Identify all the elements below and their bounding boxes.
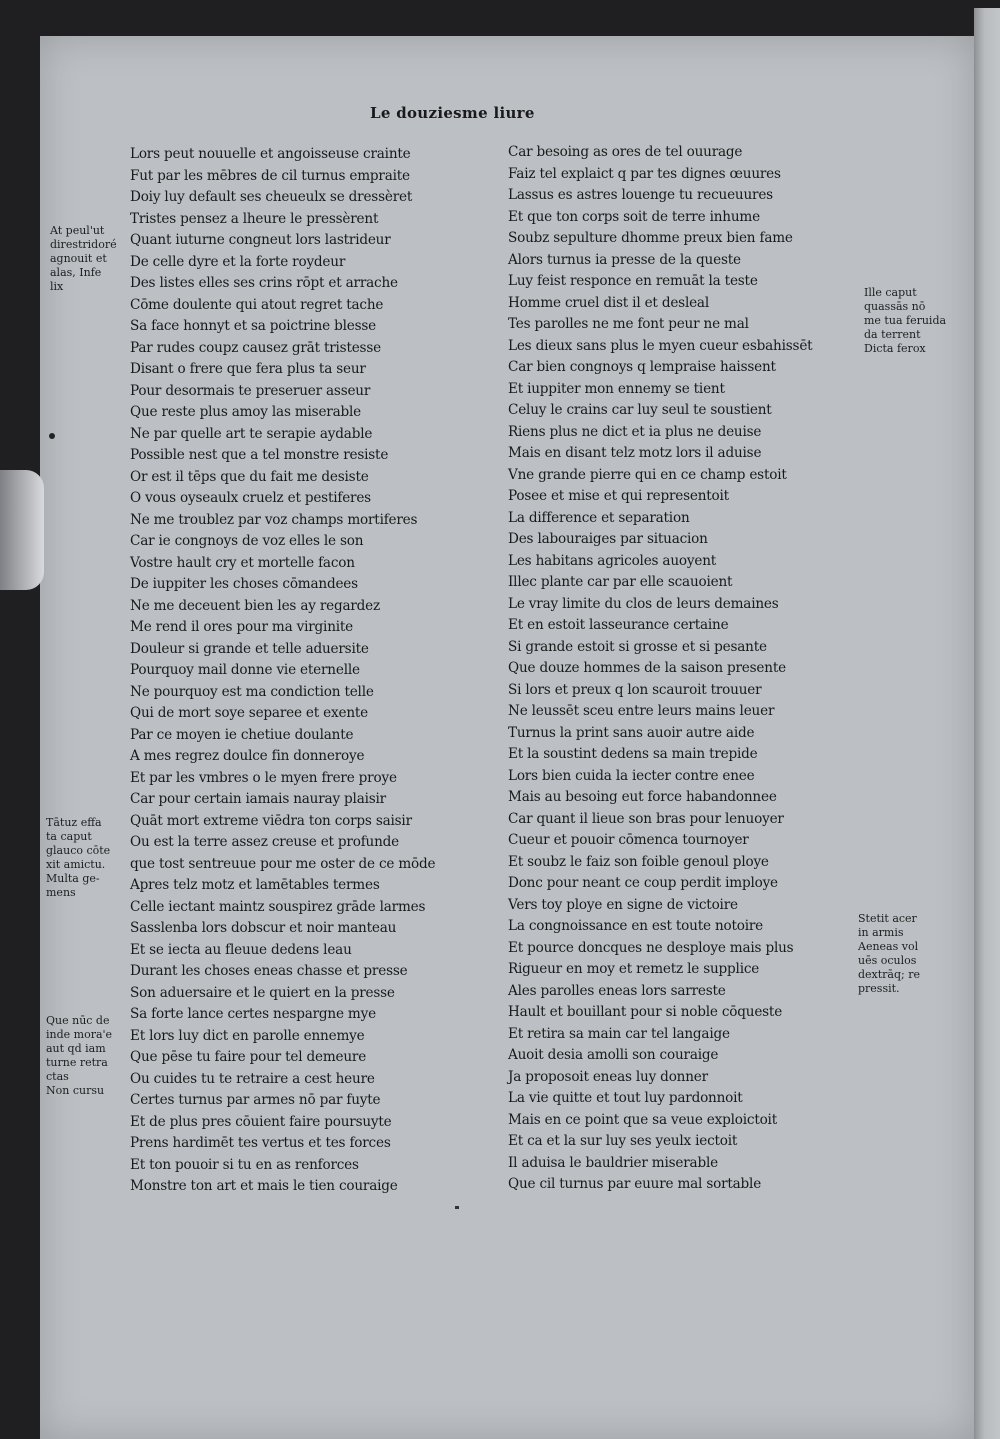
text-line: Soubz sepulture dhomme preux bien fame	[508, 230, 793, 246]
text-line: Car bien congnoys q lempraise haissent	[508, 359, 776, 375]
text-line: La vie quitte et tout luy pardonnoit	[508, 1090, 743, 1106]
text-line: Par rudes coupz causez grāt tristesse	[130, 339, 381, 356]
margin-note-line: Non cursu	[46, 1084, 105, 1097]
text-line: Vers toy ploye en signe de victoire	[508, 896, 738, 913]
text-line: De iuppiter les choses cōmandees	[130, 576, 358, 592]
text-line: A mes regrez doulce fin donneroye	[130, 748, 365, 764]
margin-note-line: Ille caput	[864, 286, 917, 299]
margin-note-line: mens	[46, 886, 76, 899]
text-line: Et retira sa main car tel langaige	[508, 1025, 730, 1042]
text-line: Que reste plus amoy las miserable	[130, 404, 361, 420]
text-line: Ja proposoit eneas luy donner	[508, 1068, 708, 1085]
text-line: Car besoing as ores de tel ouurage	[508, 144, 743, 160]
text-line: La congnoissance en est toute notoire	[508, 918, 764, 934]
text-line: Or est il tēps que du fait me desiste	[130, 468, 369, 485]
margin-note-line: Multa ge-	[46, 872, 100, 885]
margin-note-line: da terrent	[864, 328, 921, 341]
text-line: Hault et bouillant pour si noble cōqueste	[508, 1004, 783, 1020]
margin-note-line: me tua feruida	[864, 314, 947, 327]
text-line: Des labouraiges par situacion	[508, 531, 708, 547]
text-line: Pourquoy mail donne vie eternelle	[130, 662, 360, 678]
text-line: Ne me troublez par voz champs mortiferes	[130, 511, 418, 528]
text-line: Celuy le crains car luy seul te soustient	[508, 402, 772, 418]
text-line: Et soubz le faiz son foible genoul ploye	[508, 853, 769, 870]
text-line: Et pource doncques ne desploye mais plus	[508, 939, 794, 956]
text-line: Vne grande pierre qui en ce champ estoit	[508, 466, 787, 483]
text-line: Disant o frere que fera plus ta seur	[130, 361, 366, 377]
margin-note-line: Que nūc de	[46, 1014, 110, 1027]
text-line: Rigueur en moy et remetz le supplice	[508, 961, 760, 977]
text-line: Douleur si grande et telle aduersite	[130, 640, 369, 657]
text-line: Fut par les mēbres de cil turnus empraite	[130, 167, 410, 184]
margin-note-line: xit amictu.	[46, 858, 106, 871]
margin-note-line: in armis	[858, 926, 904, 939]
text-line: Certes turnus par armes nō par fuyte	[130, 1092, 381, 1108]
text-line: Alors turnus ia presse de la queste	[508, 251, 741, 268]
margin-note-line: Stetit acer	[858, 912, 917, 925]
text-line: Doiy luy default ses cheueulx se dressèret	[130, 189, 413, 205]
text-line: Prens hardimēt tes vertus et tes forces	[130, 1135, 391, 1151]
text-line: Ales parolles eneas lors sarreste	[508, 982, 726, 999]
text-line: Mais au besoing eut force habandonnee	[508, 789, 777, 805]
text-line: Et ton pouoir si tu en as renforces	[130, 1156, 359, 1173]
text-line: Et iuppiter mon ennemy se tient	[508, 380, 725, 397]
text-line: Si grande estoit si grosse et si pesante	[508, 638, 767, 655]
text-line: Auoit desia amolli son couraige	[508, 1047, 719, 1063]
ink-speck	[455, 1206, 459, 1209]
margin-note-right-2	[858, 912, 920, 996]
text-line: Sasslenba lors dobscur et noir manteau	[130, 920, 397, 936]
text-line: Et ca et la sur luy ses yeulx iectoit	[508, 1133, 738, 1149]
binding-clip	[0, 470, 44, 590]
text-line: Quāt mort extreme viēdra ton corps saisir	[130, 812, 412, 829]
text-line: Durant les choses eneas chasse et presse	[130, 963, 408, 979]
text-line: Qui de mort soye separee et exente	[130, 705, 368, 721]
text-line: Car pour certain iamais nauray plaisir	[130, 791, 386, 807]
margin-note-line: dextrāq; re	[858, 968, 921, 981]
text-line: Ne me deceuent bien les ay regardez	[130, 597, 380, 614]
text-line: Donc pour neant ce coup perdit imploye	[508, 875, 778, 891]
left-text-column	[130, 144, 495, 1198]
text-line: Mais en disant telz motz lors il aduise	[508, 445, 762, 461]
text-line: Que douze hommes de la saison presente	[508, 660, 786, 676]
text-line: La difference et separation	[508, 509, 690, 526]
text-line: Son aduersaire et le quiert en la presse	[130, 984, 395, 1001]
text-line: Et se iecta au fleuue dedens leau	[130, 941, 352, 958]
text-line: Lassus es astres louenge tu recueuures	[508, 187, 773, 203]
text-line: Cōme doulente qui atout regret tache	[130, 296, 384, 313]
text-line: Tristes pensez a lheure le pressèrent	[130, 210, 379, 227]
margin-note-right-1	[864, 286, 946, 356]
text-line: Et lors luy dict en parolle ennemye	[130, 1027, 365, 1044]
margin-note-left-3	[46, 1014, 112, 1098]
text-line: Monstre ton art et mais le tien couraige	[130, 1178, 398, 1194]
margin-note-line: pressit.	[858, 982, 900, 995]
text-line: De celle dyre et la forte roydeur	[130, 253, 346, 270]
text-line: Apres telz motz et lamētables termes	[130, 877, 380, 893]
text-line: Que cil turnus par euure mal sortable	[508, 1176, 762, 1192]
text-line: Car quant il lieue son bras pour lenuoyer	[508, 810, 784, 827]
text-line: Tes parolles ne me font peur ne mal	[508, 316, 749, 332]
running-head: Le douziesme liure	[370, 104, 535, 122]
text-line: Ne leussēt sceu entre leurs mains leuer	[508, 703, 775, 719]
margin-note-line: turne retra	[46, 1056, 108, 1069]
margin-note-line: glauco cōte	[46, 844, 111, 857]
text-line: Lors bien cuida la iecter contre enee	[508, 767, 755, 784]
text-line: Ou cuides tu te retraire a cest heure	[130, 1070, 375, 1087]
text-line: Les habitans agricoles auoyent	[508, 552, 717, 569]
facing-page-edge	[974, 8, 1000, 1439]
text-line: Si lors et preux q lon scauroit trouuer	[508, 681, 762, 698]
text-line: Sa forte lance certes nespargne mye	[130, 1006, 376, 1022]
margin-note-line: uēs oculos	[858, 954, 917, 967]
text-line: Et la soustint dedens sa main trepide	[508, 746, 758, 762]
text-line: Luy feist responce en remuāt la teste	[508, 273, 758, 289]
text-line: Sa face honnyt et sa poictrine blesse	[130, 318, 376, 334]
ink-dot	[49, 433, 55, 439]
text-line: Des listes elles ses crins rōpt et arrache	[130, 275, 398, 291]
text-line: Et que ton corps soit de terre inhume	[508, 208, 760, 225]
text-line: O vous oyseaulx cruelz et pestiferes	[130, 490, 371, 506]
margin-note-line: ta caput	[46, 830, 92, 843]
text-line: Et de plus pres cōuient faire poursuyte	[130, 1113, 392, 1130]
right-text-column	[508, 142, 853, 1196]
margin-note-line: quassās nō	[864, 300, 926, 313]
text-line: Pour desormais te preseruer asseur	[130, 382, 371, 399]
text-line: Celle iectant maintz souspirez grāde larmes	[130, 898, 426, 915]
text-line: Et par les vmbres o le myen frere proye	[130, 769, 397, 786]
text-line: Et en estoit lasseurance certaine	[508, 617, 729, 633]
text-line: Le vray limite du clos de leurs demaines	[508, 595, 779, 612]
text-line: Il aduisa le bauldrier miserable	[508, 1154, 718, 1171]
text-line: Vostre hault cry et mortelle facon	[130, 554, 355, 571]
text-line: Turnus la print sans auoir autre aide	[508, 724, 755, 741]
text-line: Homme cruel dist il et desleal	[508, 294, 709, 311]
margin-note-line: At peul'ut	[50, 224, 105, 237]
text-line: Que pēse tu faire pour tel demeure	[130, 1049, 367, 1065]
text-line: Me rend il ores pour ma virginite	[130, 619, 354, 635]
text-line: Illec plante car par elle scauoient	[508, 574, 733, 590]
text-line: Faiz tel explaict q par tes dignes œuures	[508, 165, 781, 182]
text-line: que tost sentreuue pour me oster de ce mōde	[130, 855, 436, 872]
text-line: Possible nest que a tel monstre resiste	[130, 447, 389, 463]
text-line: Riens plus ne dict et ia plus ne deuise	[508, 423, 762, 440]
text-line: Ou est la terre assez creuse et profunde	[130, 834, 400, 850]
margin-note-line: ctas	[46, 1070, 69, 1083]
text-line: Quant iuturne congneut lors lastrideur	[130, 232, 391, 248]
margin-note-line: lix	[50, 280, 64, 293]
margin-note-line: Tātuz effa	[46, 816, 102, 829]
text-line: Cueur et pouoir cōmenca tournoyer	[508, 832, 749, 848]
margin-note-line: Aeneas vol	[858, 940, 919, 953]
margin-note-line: agnouit et	[50, 252, 107, 265]
margin-note-line: alas, Infe	[50, 266, 102, 279]
text-line: Lors peut nouuelle et angoisseuse crainte	[130, 146, 411, 162]
margin-note-line: Dicta ferox	[864, 342, 926, 355]
margin-note-line: aut qd iam	[46, 1042, 106, 1055]
margin-note-left-1	[50, 224, 117, 294]
text-line: Posee et mise et qui representoit	[508, 488, 729, 504]
text-line: Ne par quelle art te serapie aydable	[130, 425, 373, 442]
text-line: Car ie congnoys de voz elles le son	[130, 533, 364, 549]
text-line: Les dieux sans plus le myen cueur esbahissēt	[508, 337, 813, 354]
margin-note-left-2	[46, 816, 110, 900]
text-line: Ne pourquoy est ma condiction telle	[130, 683, 374, 700]
text-line: Mais en ce point que sa veue exploictoit	[508, 1111, 777, 1128]
text-line: Par ce moyen ie chetiue doulante	[130, 726, 354, 743]
margin-note-line: inde mora'e	[46, 1028, 113, 1041]
margin-note-line: direstridoré	[50, 238, 117, 251]
